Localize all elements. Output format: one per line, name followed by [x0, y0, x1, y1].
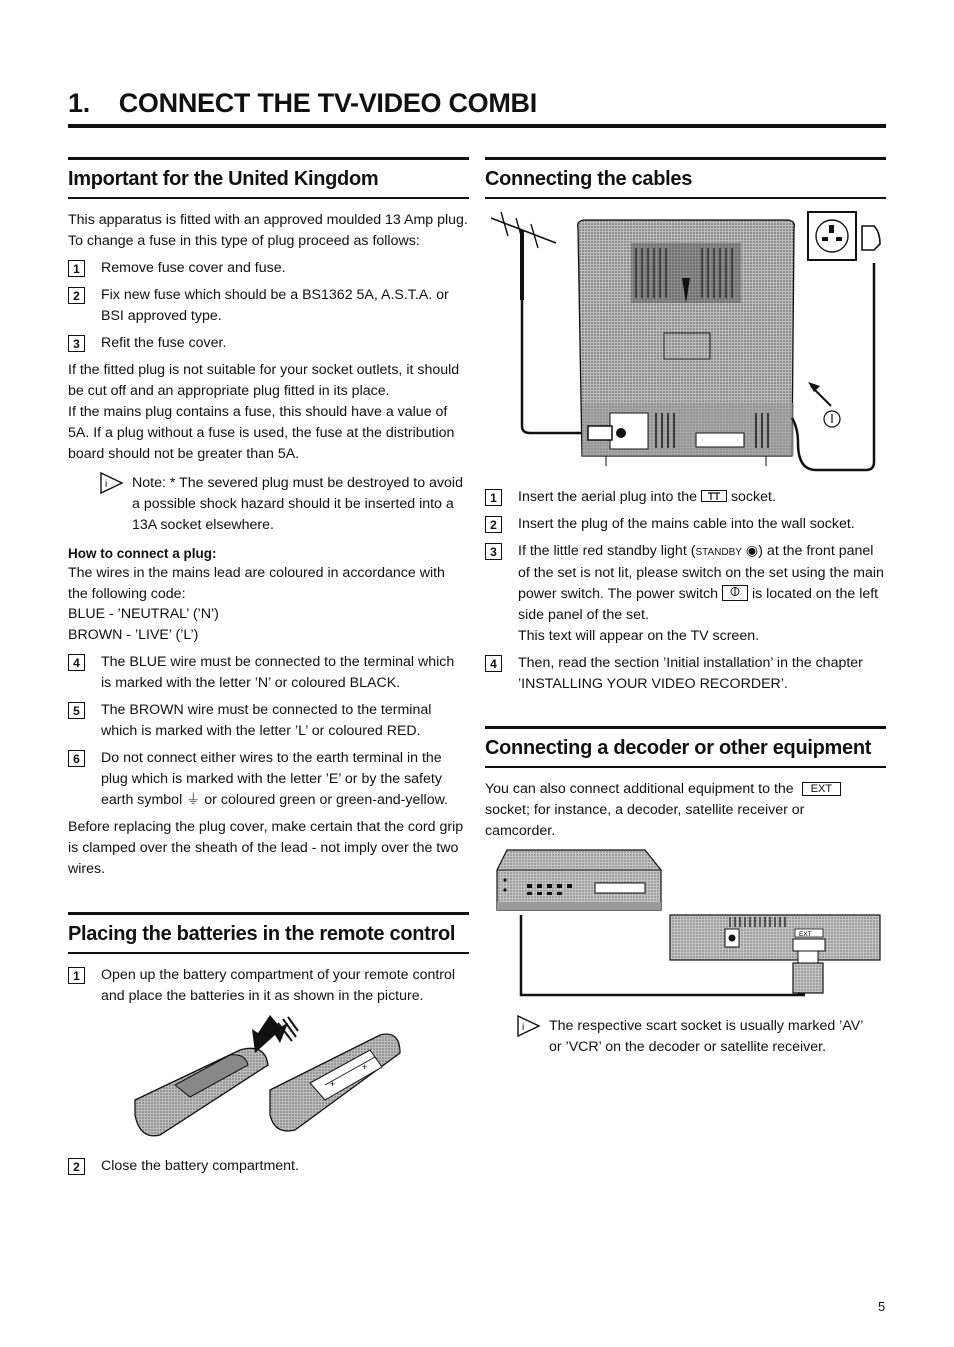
list-item [485, 653, 885, 695]
step-text-part: is located on the left side panel of the set. [518, 586, 879, 623]
how-text: The wires in the mains lead are coloured in accordance with the following code: [68, 565, 445, 602]
step-text [518, 541, 885, 647]
decoder-text-part: You can also connect additional equipment to the [485, 781, 794, 797]
cables-steps [485, 487, 885, 695]
uk-para2: If the mains plug contains a fuse, this should have a value of 5A. If a plug without a fuse is used, the fuse at the distribution board should not be greater than 5A. [68, 404, 455, 462]
step-text-part: ) at the front panel of the set is not lit, please switch on the set using the main power switch. The power switch [518, 543, 884, 602]
svg-text:i: i [105, 479, 108, 490]
uk-heading: Important for the United Kingdom [68, 168, 379, 190]
decoder-text [485, 779, 870, 842]
step-number: 5 [68, 702, 85, 719]
brown-code: BROWN - ’LIVE’ (’L’) [68, 627, 199, 643]
step-text: Refit the fuse cover. [101, 335, 227, 351]
step-text-part: Insert the aerial plug into the [518, 489, 698, 505]
list-item [68, 1156, 468, 1177]
step-text: Close the battery compartment. [101, 1158, 299, 1174]
section-rule [485, 157, 886, 160]
step-number: 1 [68, 260, 85, 277]
uk-note: Note: * The severed plug must be destroyed to avoid a possible shock hazard should it be inserted into a 13A socket elsewhere. [132, 475, 463, 533]
step-text: The BLUE wire must be connected to the terminal which is marked with the letter ’N’ or coloured BLACK. [101, 654, 455, 691]
step-number: 2 [68, 287, 85, 304]
step-number: 4 [68, 654, 85, 671]
uk-para1: If the fitted plug is not suitable for your socket outlets, it should be cut off and an appropriate plug fitted in its place. [68, 362, 460, 399]
list-item [485, 541, 885, 647]
section-rule [68, 952, 469, 954]
step-number: 1 [485, 489, 502, 506]
uk-intro: This apparatus is fitted with an approved moulded 13 Amp plug. To change a fuse in this type of plug proceed as follows: [68, 212, 468, 249]
step-number: 3 [485, 543, 502, 560]
uk-closing: Before replacing the plug cover, make certain that the cord grip is clamped over the sheath of the lead - not imply over the two wires. [68, 819, 464, 877]
step-text: Then, read the section ’Initial installation’ in the chapter ’INSTALLING YOUR VIDEO RECORDER’. [518, 655, 863, 692]
list-item [68, 748, 468, 811]
step-text: Insert the plug of the mains cable into the wall socket. [518, 516, 855, 532]
aerial-socket-icon [701, 490, 727, 502]
step-text: Fix new fuse which should be a BS1362 5A, A.S.T.A. or BSI approved type. [101, 287, 449, 324]
info-icon [517, 1015, 541, 1042]
list-item [485, 514, 885, 535]
step-text-part: If the little red standby light ( [518, 543, 696, 559]
section-rule [485, 726, 886, 729]
step-text: Open up the battery compartment of your remote control and place the batteries in it as shown in the picture. [101, 967, 456, 1004]
step-number: 1 [68, 967, 85, 984]
tv-connection-illustration [486, 208, 886, 483]
svg-text:+: + [330, 1079, 336, 1089]
list-item [68, 652, 468, 694]
blue-code: BLUE - ’NEUTRAL’ (’N’) [68, 606, 219, 622]
title-rule [68, 124, 886, 128]
section-rule [485, 197, 886, 199]
section-rule [68, 197, 469, 199]
cables-heading: Connecting the cables [485, 168, 693, 190]
step-text: Do not connect either wires to the earth terminal in the plug which is marked with the letter ’E’ or by the safety earth symbol ⏚ or coloured green or green-and-yellow. [101, 750, 448, 808]
step-number: 2 [68, 1158, 85, 1175]
step-text-part: This text will appear on the TV screen. [518, 628, 760, 644]
uk-steps [68, 258, 468, 354]
list-item [68, 700, 468, 742]
step-text-part: socket. [730, 489, 776, 505]
step-text: Remove fuse cover and fuse. [101, 260, 286, 276]
step-text: The BROWN wire must be connected to the terminal which is marked with the letter ’L’ or coloured RED. [101, 702, 432, 739]
svg-text:+: + [362, 1062, 368, 1072]
section-rule [485, 766, 886, 768]
list-item [485, 487, 885, 508]
list-item [68, 285, 468, 327]
uk-steps-2 [68, 652, 468, 811]
decoder-text-part: socket; for instance, a decoder, satellite receiver or camcorder. [485, 802, 805, 839]
section-rule [68, 157, 469, 160]
svg-text:EXT: EXT [799, 931, 812, 938]
section-rule [68, 912, 469, 915]
standby-light-icon: ◉ [741, 543, 759, 559]
svg-text:i: i [522, 1022, 525, 1033]
decoder-heading: Connecting a decoder or other equipment [485, 737, 872, 759]
page-title: 1. CONNECT THE TV-VIDEO COMBI [68, 88, 537, 118]
step-number: 2 [485, 516, 502, 533]
power-switch-icon [722, 585, 748, 601]
info-icon [100, 472, 124, 499]
decoder-note: The respective scart socket is usually marked ’AV’ or ’VCR’ on the decoder or satellite receiver. [549, 1018, 863, 1055]
ext-socket-label: EXT [802, 782, 841, 796]
how-heading: How to connect a plug: [68, 546, 217, 561]
list-item [68, 258, 468, 279]
page-number: 5 [878, 1299, 886, 1314]
remote-control-illustration [130, 1015, 410, 1150]
step-number: 3 [68, 335, 85, 352]
list-item [68, 965, 468, 1007]
list-item [68, 333, 468, 354]
standby-label: STANDBY [695, 547, 742, 558]
step-number: 4 [485, 655, 502, 672]
step-number: 6 [68, 750, 85, 767]
step-text [518, 487, 776, 508]
decoder-illustration [495, 845, 885, 1010]
batteries-heading: Placing the batteries in the remote control [68, 923, 456, 945]
